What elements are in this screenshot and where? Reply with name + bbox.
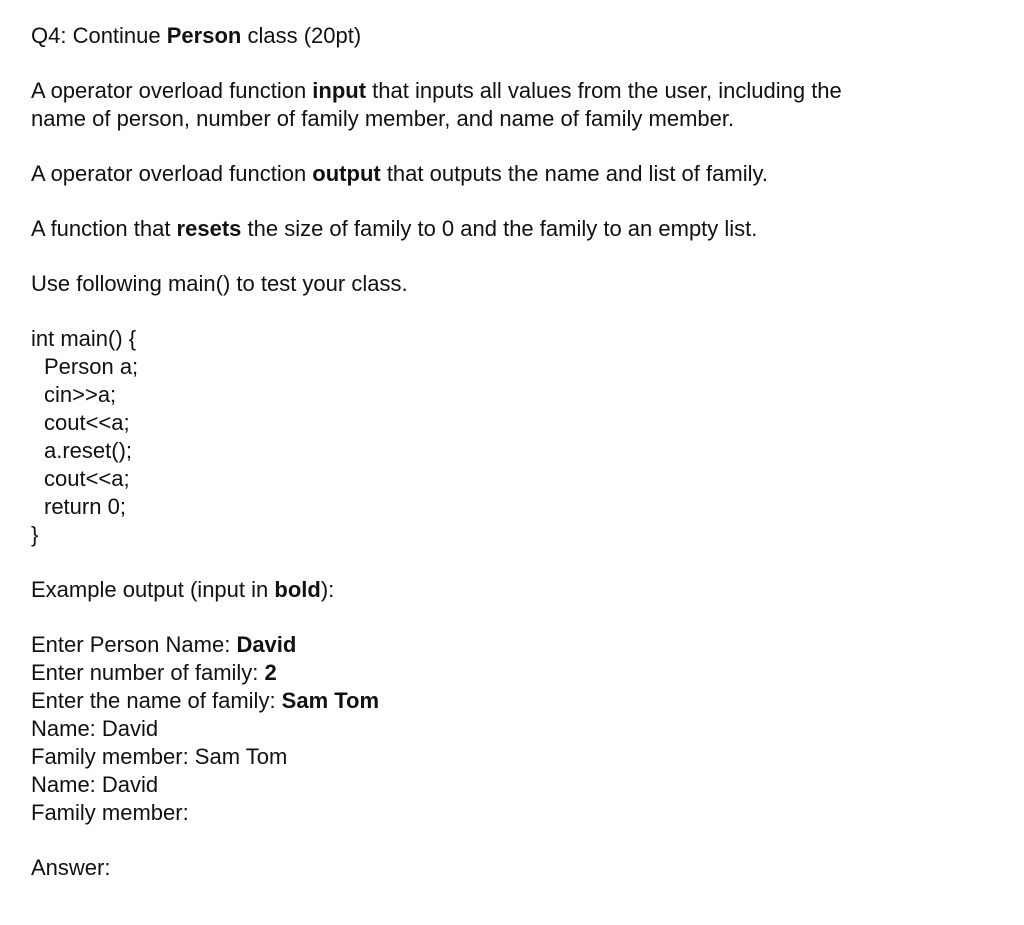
example-person-value: David xyxy=(236,632,297,657)
example-heading xyxy=(31,576,991,604)
output-suffix: that outputs the name and list of family. xyxy=(380,161,768,186)
code-close: } xyxy=(31,522,39,547)
example-output xyxy=(31,631,991,827)
requirement-output xyxy=(31,160,991,188)
example-family-line xyxy=(31,687,991,715)
code-line: a.reset(); xyxy=(44,438,133,463)
input-suffix: that inputs all values from the user, including the xyxy=(366,78,842,103)
example-output-family-1: Family member: Sam Tom xyxy=(31,744,288,769)
code-open: int main() { xyxy=(31,326,137,351)
example-count-line xyxy=(31,659,991,687)
example-output-name-1: Name: David xyxy=(31,716,159,741)
question-title xyxy=(31,22,991,50)
example-person-label: Enter Person Name: xyxy=(31,632,237,657)
example-count-label: Enter number of family: xyxy=(31,660,265,685)
example-family-value: Sam Tom xyxy=(281,688,380,713)
example-output-family-2: Family member: xyxy=(31,800,189,825)
input-keyword: input xyxy=(312,78,367,103)
example-family-label: Enter the name of family: xyxy=(31,688,282,713)
reset-suffix: the size of family to 0 and the family to an empty list. xyxy=(241,216,758,241)
output-prefix: A operator overload function xyxy=(31,161,313,186)
use-main-instruction: Use following main() to test your class. xyxy=(31,271,408,296)
code-line: Person a; xyxy=(44,354,139,379)
example-person-line xyxy=(31,631,991,659)
code-line: cout<<a; xyxy=(44,466,130,491)
title-class-name: Person xyxy=(166,23,242,48)
input-prefix: A operator overload function xyxy=(31,78,313,103)
answer-label: Answer: xyxy=(31,855,111,880)
question-document xyxy=(31,22,991,882)
input-line2: name of person, number of family member, and name of family member. xyxy=(31,106,735,131)
code-line: cout<<a; xyxy=(44,410,130,435)
output-keyword: output xyxy=(312,161,381,186)
title-prefix: Q4: Continue xyxy=(31,23,167,48)
code-line: cin>>a; xyxy=(44,382,117,407)
reset-keyword: resets xyxy=(176,216,242,241)
example-heading-prefix: Example output (input in xyxy=(31,577,275,602)
requirement-reset xyxy=(31,215,991,243)
title-suffix: class (20pt) xyxy=(241,23,362,48)
code-line: return 0; xyxy=(44,494,126,519)
reset-prefix: A function that xyxy=(31,216,177,241)
example-output-name-2: Name: David xyxy=(31,772,159,797)
example-count-value: 2 xyxy=(264,660,277,685)
requirement-input xyxy=(31,77,991,133)
example-heading-suffix: ): xyxy=(320,577,335,602)
code-block xyxy=(31,325,991,549)
example-heading-bold: bold xyxy=(274,577,321,602)
